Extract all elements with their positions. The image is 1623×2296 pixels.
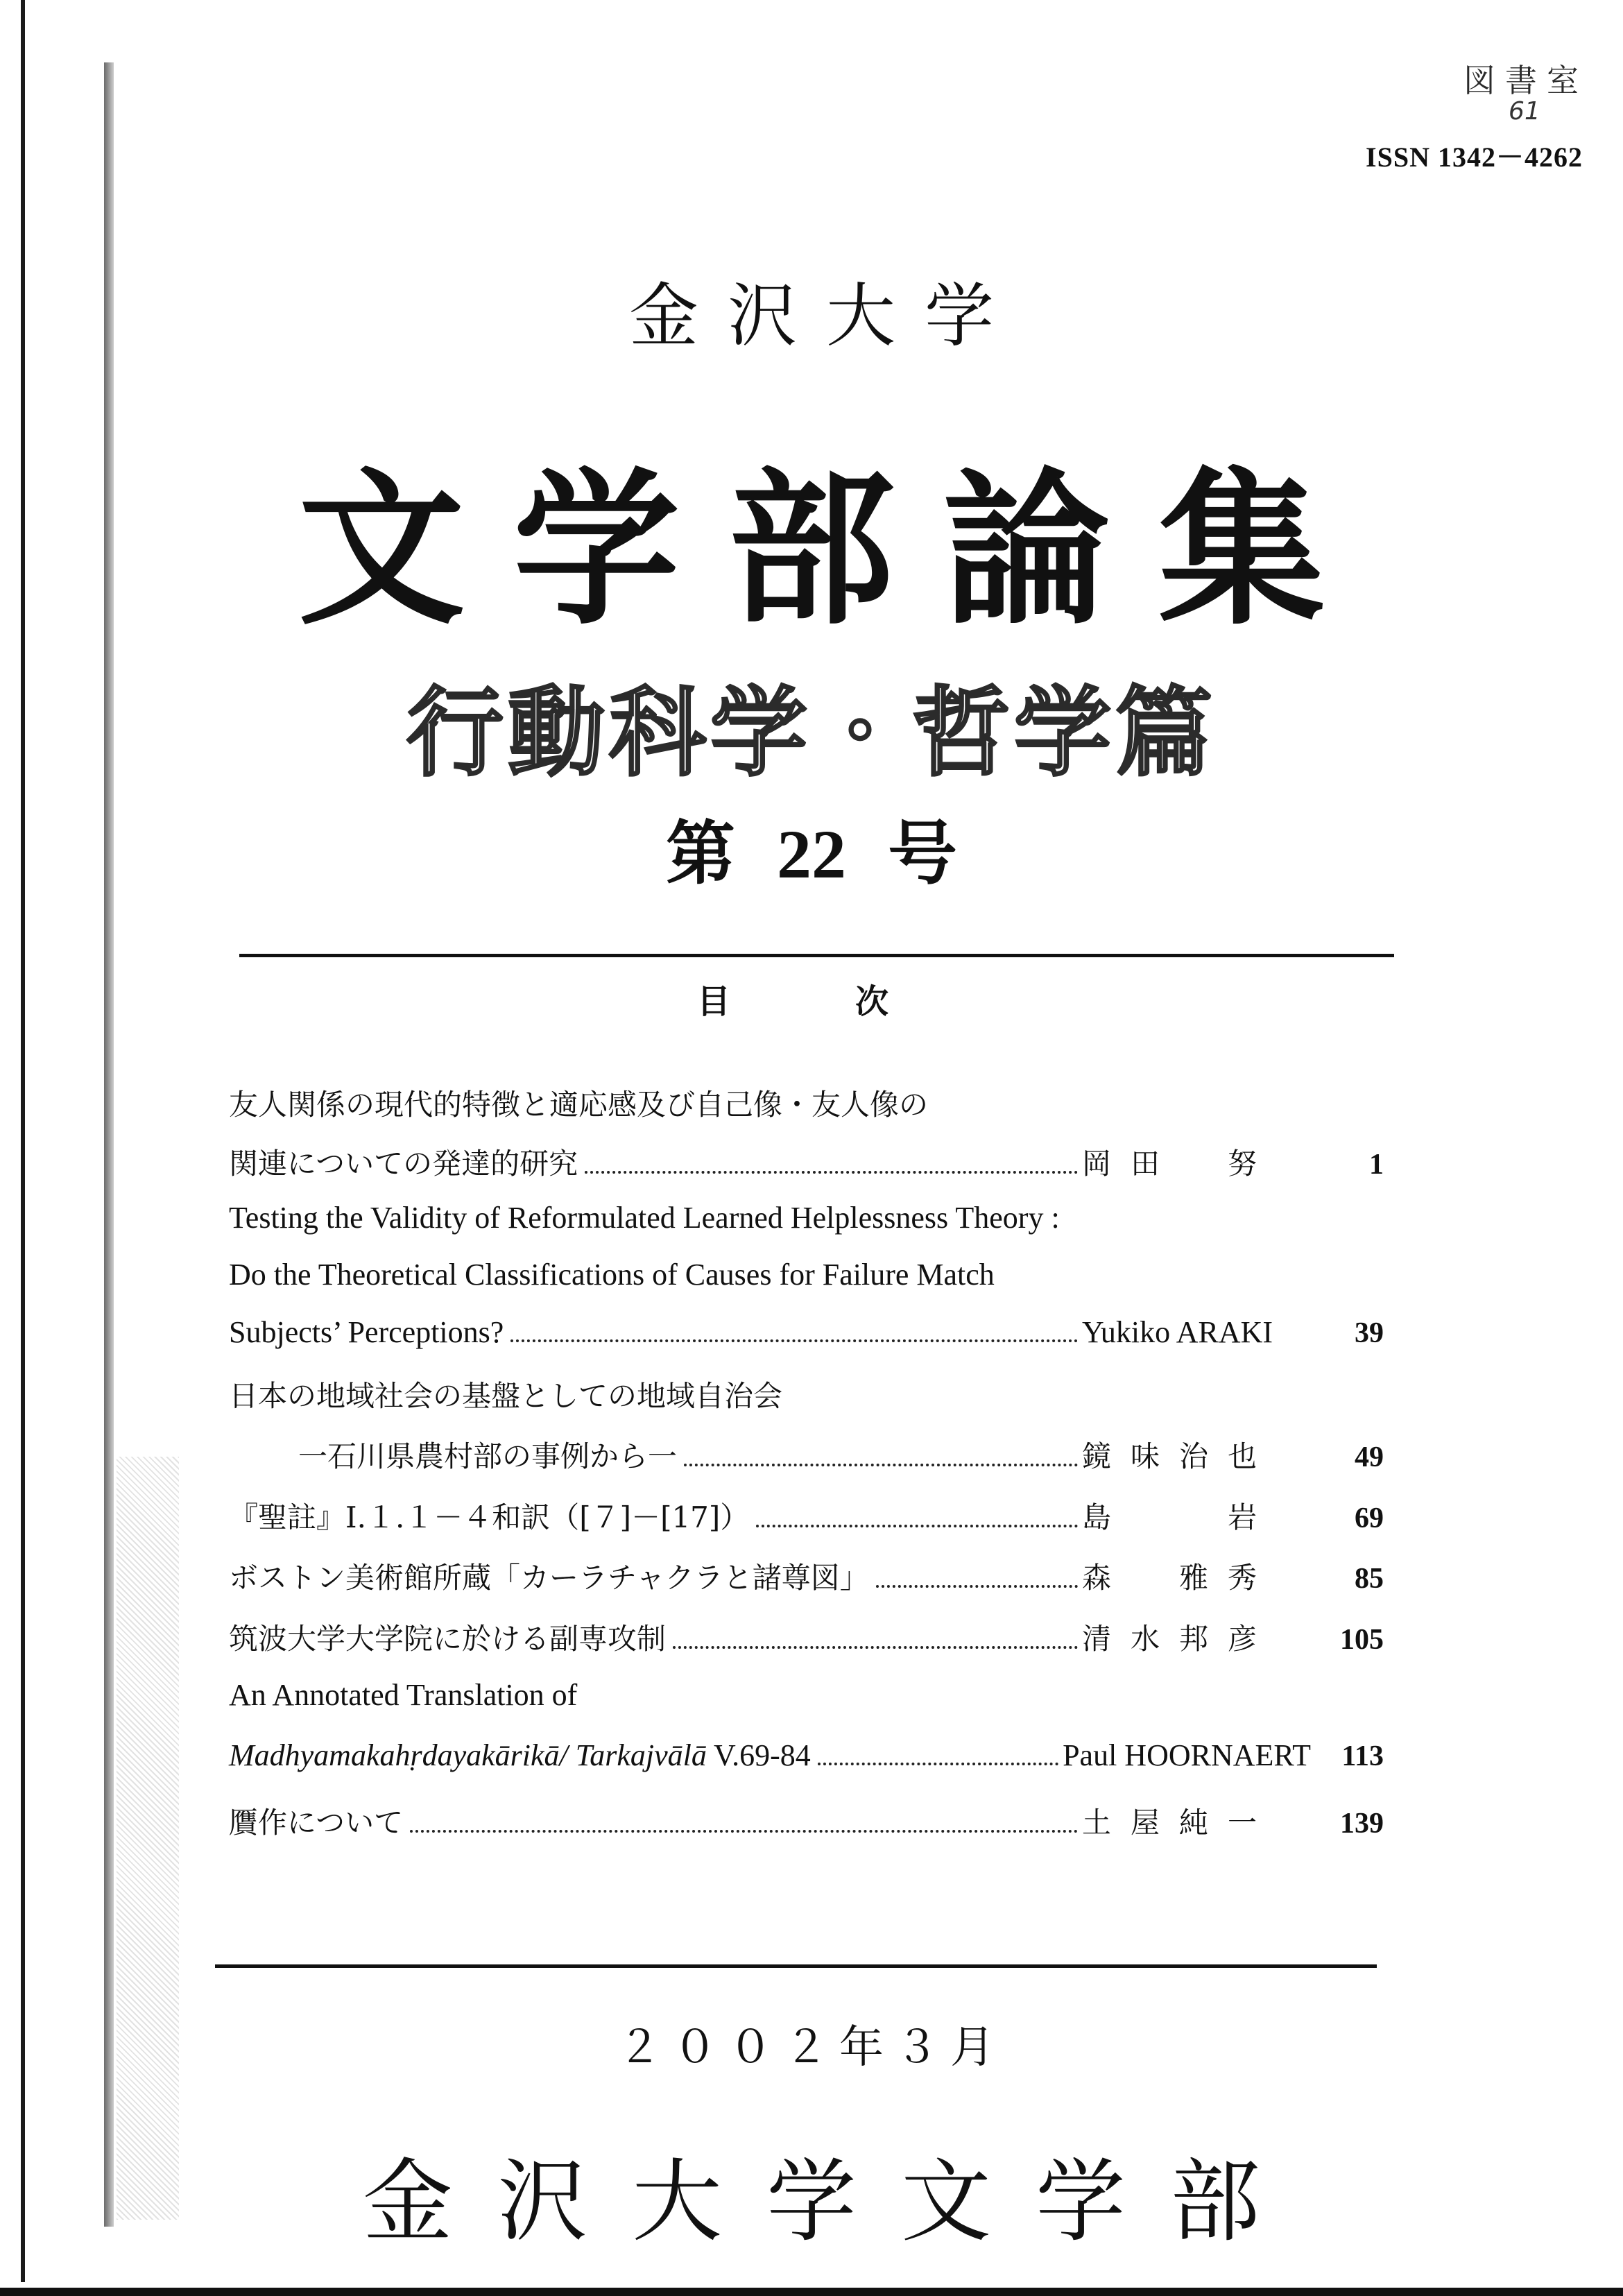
page-bottom-line xyxy=(0,2288,1623,2296)
toc-title xyxy=(229,1738,811,1773)
toc-title: 『聖註』Ⅰ.１.１－４和訳（[７]－[17]） xyxy=(229,1500,750,1534)
toc-title: Do the Theoretical Classifications of Causes for Failure Match xyxy=(229,1258,995,1292)
toc-author: Yukiko ARAKI xyxy=(1082,1315,1273,1349)
toc-title-italic: Madhyamakahṛdayakārikā/ Tarkajvālā xyxy=(229,1738,707,1772)
toc-title: 贋作について xyxy=(229,1806,404,1840)
toc-author: 岡田 努 xyxy=(1082,1147,1277,1181)
toc-author: 森 雅秀 xyxy=(1082,1561,1277,1595)
toc-author: Paul HOORNAERT xyxy=(1063,1738,1311,1772)
handwritten-note: 61 xyxy=(1509,97,1540,126)
toc-entry-1-line-1 xyxy=(229,1082,1384,1124)
library-stamp: 図書室 xyxy=(1463,62,1588,99)
leader-dots xyxy=(756,1525,1078,1527)
toc-page: 85 xyxy=(1355,1563,1384,1595)
contents-heading: 目次 xyxy=(697,982,1014,1021)
toc-page: 69 xyxy=(1355,1502,1384,1534)
toc-entry-1-line-2 xyxy=(229,1141,1384,1183)
issn: ISSN 1342－4262 xyxy=(1366,142,1583,173)
toc-entry-7-line-2 xyxy=(229,1738,1384,1779)
scan-shadow-edge xyxy=(104,62,114,2227)
toc-entry-2-line-2 xyxy=(229,1257,1384,1299)
issue-number xyxy=(0,798,1623,898)
toc-page: 139 xyxy=(1340,1808,1384,1840)
leader-dots xyxy=(818,1763,1058,1765)
toc-entry-3-line-1 xyxy=(229,1373,1384,1415)
toc-author: 土屋純一 xyxy=(1082,1806,1277,1840)
toc-entry-5 xyxy=(229,1555,1384,1597)
leader-dots xyxy=(585,1171,1078,1174)
section-title: 行動科学・哲学篇 xyxy=(406,676,1217,790)
leader-dots xyxy=(673,1646,1078,1649)
toc-entry-4 xyxy=(229,1495,1384,1536)
issue-suffix: 号 xyxy=(888,812,957,894)
scan-noise xyxy=(117,1457,179,2220)
toc-page: 39 xyxy=(1355,1317,1384,1349)
publication-date: ２００２年３月 xyxy=(617,2022,1006,2073)
publisher: 金沢大学文学部 xyxy=(362,2149,1305,2254)
toc-author: 島 岩 xyxy=(1082,1500,1277,1534)
toc-title: Testing the Validity of Reformulated Learned Helplessness Theory : xyxy=(229,1201,1060,1235)
toc-title: 筑波大学大学院に於ける副専攻制 xyxy=(229,1622,667,1656)
toc-title: Subjects’ Perceptions? xyxy=(229,1315,504,1349)
toc-author: 清水邦彦 xyxy=(1082,1622,1277,1656)
divider-bottom xyxy=(215,1964,1377,1968)
toc-title: 日本の地域社会の基盤としての地域自治会 xyxy=(229,1379,783,1413)
toc-title: ボストン美術館所蔵「カーラチャクラと諸尊図」 xyxy=(229,1561,869,1595)
toc-entry-2-line-3 xyxy=(229,1314,1384,1356)
leader-dots xyxy=(876,1585,1078,1588)
toc-title: 関連についての発達的研究 xyxy=(229,1147,578,1181)
toc-page: 49 xyxy=(1355,1441,1384,1473)
toc-title: An Annotated Translation of xyxy=(229,1678,578,1712)
leader-dots xyxy=(684,1464,1078,1466)
toc-entry-2-line-1 xyxy=(229,1200,1384,1242)
toc-entry-7-line-1 xyxy=(229,1677,1384,1719)
issue-number-value: 22 xyxy=(777,816,846,893)
divider-top xyxy=(239,954,1394,957)
journal-title: 文学部論集 xyxy=(298,452,1373,647)
toc-author: 鏡味治也 xyxy=(1082,1439,1277,1473)
leader-dots xyxy=(410,1830,1078,1833)
leader-dots xyxy=(510,1339,1078,1342)
toc-title: 友人関係の現代的特徴と適応感及び自己像・友人像の xyxy=(229,1088,929,1122)
toc-entry-6 xyxy=(229,1616,1384,1658)
toc-page: 105 xyxy=(1340,1624,1384,1656)
university-name: 金沢大学 xyxy=(629,275,1023,357)
issue-prefix: 第 xyxy=(666,812,735,894)
toc-page: 113 xyxy=(1341,1740,1384,1772)
toc-title-range: V.69-84 xyxy=(706,1738,811,1772)
toc-page: 1 xyxy=(1369,1149,1384,1181)
toc-entry-3-line-2 xyxy=(229,1434,1384,1475)
toc-title: 一石川県農村部の事例から一 xyxy=(298,1439,678,1473)
toc-entry-8 xyxy=(229,1800,1384,1842)
